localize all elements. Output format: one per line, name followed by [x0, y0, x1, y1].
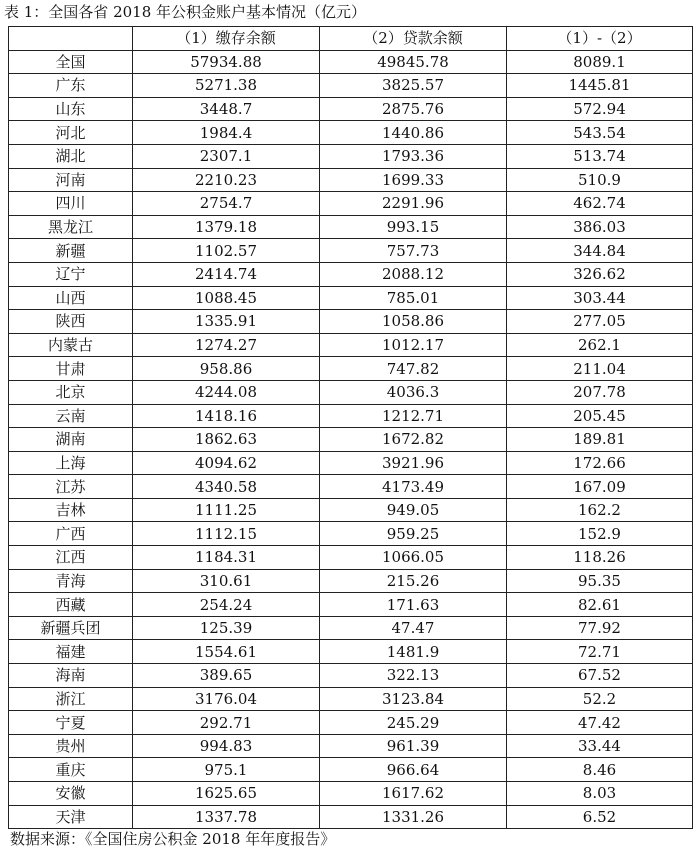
cell-difference: 72.71	[507, 640, 693, 664]
cell-region: 新疆兵团	[9, 616, 133, 640]
cell-difference: 211.04	[507, 357, 693, 381]
table-row	[9, 121, 693, 145]
cell-region: 河南	[9, 168, 133, 192]
cell-deposit-balance: 1554.61	[133, 640, 320, 664]
cell-difference: 95.35	[507, 569, 693, 593]
table-row	[9, 74, 693, 98]
table-row	[9, 475, 693, 499]
cell-loan-balance: 1793.36	[320, 144, 507, 168]
cell-loan-balance: 1672.82	[320, 428, 507, 452]
cell-region: 重庆	[9, 758, 133, 782]
cell-region: 内蒙古	[9, 333, 133, 357]
cell-region: 福建	[9, 640, 133, 664]
cell-loan-balance: 966.64	[320, 758, 507, 782]
cell-deposit-balance: 2307.1	[133, 144, 320, 168]
cell-loan-balance: 993.15	[320, 215, 507, 239]
cell-difference: 277.05	[507, 310, 693, 334]
table-row	[9, 144, 693, 168]
cell-deposit-balance: 1337.78	[133, 805, 320, 829]
cell-difference: 118.26	[507, 546, 693, 570]
cell-deposit-balance: 1184.31	[133, 546, 320, 570]
cell-difference: 162.2	[507, 498, 693, 522]
cell-loan-balance: 4036.3	[320, 380, 507, 404]
table-row	[9, 805, 693, 829]
cell-region: 甘肃	[9, 357, 133, 381]
cell-region: 广东	[9, 74, 133, 98]
table-row	[9, 782, 693, 806]
cell-loan-balance: 47.47	[320, 616, 507, 640]
cell-loan-balance: 1699.33	[320, 168, 507, 192]
table-row	[9, 97, 693, 121]
cell-difference: 33.44	[507, 734, 693, 758]
table-row	[9, 451, 693, 475]
cell-loan-balance: 785.01	[320, 286, 507, 310]
cell-loan-balance: 1012.17	[320, 333, 507, 357]
cell-difference: 52.2	[507, 687, 693, 711]
data-source-note: 数据来源：《全国住房公积金 2018 年年度报告》	[10, 830, 336, 848]
cell-difference: 205.45	[507, 404, 693, 428]
table-row	[9, 192, 693, 216]
cell-difference: 172.66	[507, 451, 693, 475]
cell-deposit-balance: 1984.4	[133, 121, 320, 145]
cell-loan-balance: 2875.76	[320, 97, 507, 121]
table-header-row	[9, 27, 693, 51]
cell-difference: 82.61	[507, 593, 693, 617]
cell-difference: 1445.81	[507, 74, 693, 98]
cell-deposit-balance: 389.65	[133, 664, 320, 688]
table-row	[9, 310, 693, 334]
cell-loan-balance: 949.05	[320, 498, 507, 522]
cell-loan-balance: 2088.12	[320, 262, 507, 286]
cell-region: 青海	[9, 569, 133, 593]
cell-loan-balance: 2291.96	[320, 192, 507, 216]
table-row	[9, 711, 693, 735]
cell-difference: 462.74	[507, 192, 693, 216]
cell-region: 山东	[9, 97, 133, 121]
table-row	[9, 498, 693, 522]
cell-deposit-balance: 1418.16	[133, 404, 320, 428]
cell-difference: 67.52	[507, 664, 693, 688]
cell-deposit-balance: 1274.27	[133, 333, 320, 357]
cell-loan-balance: 1212.71	[320, 404, 507, 428]
header-region	[9, 27, 133, 51]
cell-region: 河北	[9, 121, 133, 145]
table-row	[9, 664, 693, 688]
table-row	[9, 640, 693, 664]
cell-region: 宁夏	[9, 711, 133, 735]
table-row	[9, 687, 693, 711]
provident-fund-table	[8, 26, 693, 829]
cell-loan-balance: 1058.86	[320, 310, 507, 334]
cell-deposit-balance: 3176.04	[133, 687, 320, 711]
cell-region: 陕西	[9, 310, 133, 334]
cell-region: 北京	[9, 380, 133, 404]
cell-difference: 167.09	[507, 475, 693, 499]
cell-deposit-balance: 1379.18	[133, 215, 320, 239]
cell-deposit-balance: 5271.38	[133, 74, 320, 98]
cell-deposit-balance: 1102.57	[133, 239, 320, 263]
table-row	[9, 734, 693, 758]
table-row	[9, 286, 693, 310]
cell-loan-balance: 4173.49	[320, 475, 507, 499]
cell-deposit-balance: 2754.7	[133, 192, 320, 216]
cell-region: 新疆	[9, 239, 133, 263]
table-row	[9, 758, 693, 782]
table-row	[9, 522, 693, 546]
table-row	[9, 50, 693, 74]
cell-deposit-balance: 254.24	[133, 593, 320, 617]
cell-region: 辽宁	[9, 262, 133, 286]
cell-loan-balance: 1440.86	[320, 121, 507, 145]
cell-region: 广西	[9, 522, 133, 546]
cell-region: 湖北	[9, 144, 133, 168]
cell-region: 天津	[9, 805, 133, 829]
cell-difference: 152.9	[507, 522, 693, 546]
cell-loan-balance: 171.63	[320, 593, 507, 617]
cell-region: 上海	[9, 451, 133, 475]
cell-deposit-balance: 4340.58	[133, 475, 320, 499]
table-row	[9, 593, 693, 617]
cell-deposit-balance: 958.86	[133, 357, 320, 381]
cell-difference: 543.54	[507, 121, 693, 145]
cell-deposit-balance: 994.83	[133, 734, 320, 758]
cell-difference: 6.52	[507, 805, 693, 829]
cell-loan-balance: 322.13	[320, 664, 507, 688]
cell-region: 山西	[9, 286, 133, 310]
cell-deposit-balance: 292.71	[133, 711, 320, 735]
cell-difference: 8.03	[507, 782, 693, 806]
table-row	[9, 380, 693, 404]
cell-difference: 8.46	[507, 758, 693, 782]
cell-loan-balance: 1617.62	[320, 782, 507, 806]
cell-loan-balance: 215.26	[320, 569, 507, 593]
table-row	[9, 262, 693, 286]
cell-loan-balance: 1066.05	[320, 546, 507, 570]
cell-region: 西藏	[9, 593, 133, 617]
header-loan-balance: （2）贷款余额	[320, 27, 507, 51]
cell-deposit-balance: 1335.91	[133, 310, 320, 334]
cell-loan-balance: 3825.57	[320, 74, 507, 98]
cell-difference: 47.42	[507, 711, 693, 735]
cell-loan-balance: 3921.96	[320, 451, 507, 475]
cell-difference: 8089.1	[507, 50, 693, 74]
table-caption: 表 1：全国各省 2018 年公积金账户基本情况（亿元）	[4, 3, 367, 21]
cell-difference: 189.81	[507, 428, 693, 452]
cell-difference: 386.03	[507, 215, 693, 239]
table-row	[9, 428, 693, 452]
cell-loan-balance: 3123.84	[320, 687, 507, 711]
cell-region: 湖南	[9, 428, 133, 452]
cell-deposit-balance: 2414.74	[133, 262, 320, 286]
header-deposit-balance: （1）缴存余额	[133, 27, 320, 51]
cell-region: 江苏	[9, 475, 133, 499]
cell-difference: 77.92	[507, 616, 693, 640]
cell-difference: 513.74	[507, 144, 693, 168]
cell-region: 全国	[9, 50, 133, 74]
cell-deposit-balance: 1862.63	[133, 428, 320, 452]
cell-difference: 510.9	[507, 168, 693, 192]
header-difference: （1）-（2）	[507, 27, 693, 51]
cell-deposit-balance: 125.39	[133, 616, 320, 640]
cell-difference: 572.94	[507, 97, 693, 121]
table-row	[9, 546, 693, 570]
table-row	[9, 616, 693, 640]
cell-deposit-balance: 4244.08	[133, 380, 320, 404]
table-row	[9, 168, 693, 192]
cell-loan-balance: 49845.78	[320, 50, 507, 74]
cell-deposit-balance: 3448.7	[133, 97, 320, 121]
table-row	[9, 215, 693, 239]
cell-region: 黑龙江	[9, 215, 133, 239]
table-row	[9, 239, 693, 263]
cell-difference: 326.62	[507, 262, 693, 286]
table-body	[9, 50, 693, 829]
cell-region: 浙江	[9, 687, 133, 711]
cell-loan-balance: 959.25	[320, 522, 507, 546]
cell-deposit-balance: 2210.23	[133, 168, 320, 192]
table-row	[9, 333, 693, 357]
table-row	[9, 569, 693, 593]
cell-loan-balance: 747.82	[320, 357, 507, 381]
cell-difference: 303.44	[507, 286, 693, 310]
cell-difference: 207.78	[507, 380, 693, 404]
cell-difference: 262.1	[507, 333, 693, 357]
table-row	[9, 404, 693, 428]
cell-region: 安徽	[9, 782, 133, 806]
cell-deposit-balance: 1112.15	[133, 522, 320, 546]
cell-deposit-balance: 1625.65	[133, 782, 320, 806]
cell-deposit-balance: 1111.25	[133, 498, 320, 522]
cell-loan-balance: 1331.26	[320, 805, 507, 829]
cell-loan-balance: 245.29	[320, 711, 507, 735]
cell-region: 江西	[9, 546, 133, 570]
cell-deposit-balance: 4094.62	[133, 451, 320, 475]
cell-loan-balance: 757.73	[320, 239, 507, 263]
cell-region: 海南	[9, 664, 133, 688]
cell-deposit-balance: 57934.88	[133, 50, 320, 74]
cell-loan-balance: 961.39	[320, 734, 507, 758]
table-row	[9, 357, 693, 381]
cell-difference: 344.84	[507, 239, 693, 263]
cell-loan-balance: 1481.9	[320, 640, 507, 664]
cell-region: 四川	[9, 192, 133, 216]
cell-region: 贵州	[9, 734, 133, 758]
cell-region: 云南	[9, 404, 133, 428]
cell-deposit-balance: 310.61	[133, 569, 320, 593]
cell-deposit-balance: 1088.45	[133, 286, 320, 310]
cell-region: 吉林	[9, 498, 133, 522]
cell-deposit-balance: 975.1	[133, 758, 320, 782]
